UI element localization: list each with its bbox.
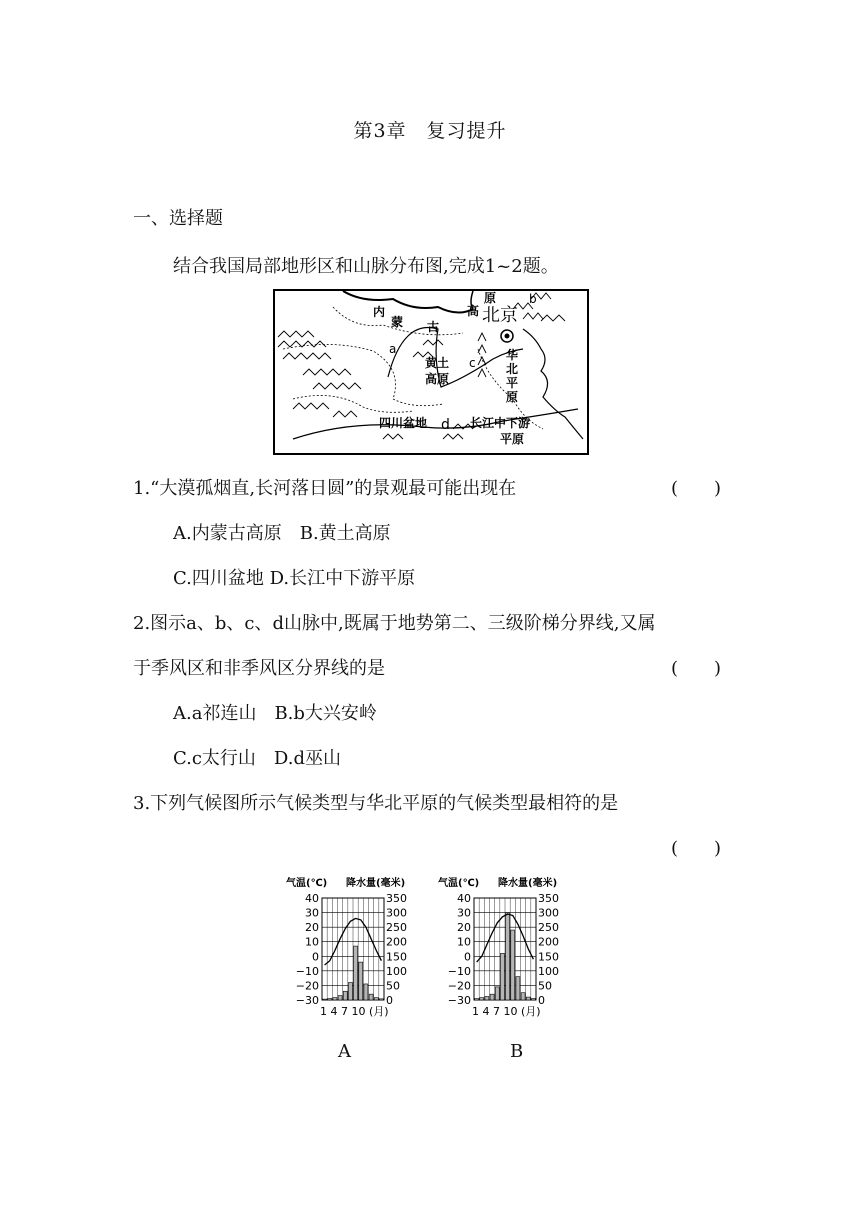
map-label-d: d: [441, 417, 450, 433]
map-label-a: a: [389, 342, 397, 356]
temp-tick-label: 30: [305, 906, 319, 920]
terrain-map: [273, 289, 589, 455]
temp-tick-label: −30: [447, 994, 471, 1007]
map-label-huangtu-2: 高原: [425, 372, 450, 386]
map-label-huabei-1: 华: [506, 348, 519, 362]
precip-tick-label: 300: [386, 906, 407, 920]
temp-tick-label: −20: [447, 979, 471, 993]
precip-bar: [333, 998, 337, 1000]
precip-tick-label: 250: [538, 921, 559, 935]
precip-bar: [490, 994, 494, 1000]
precip-bar: [364, 984, 368, 1000]
question-3-stem: 3.下列气候图所示气候类型与华北平原的气候类型最相符的是: [133, 793, 619, 814]
precip-bar: [495, 987, 499, 1000]
precip-bar: [516, 977, 520, 1000]
question-2-options-cd: C.c太行山 D.d巫山: [173, 748, 341, 769]
temp-tick-label: 30: [457, 906, 471, 920]
precip-bar: [379, 999, 383, 1000]
precip-bar: [521, 993, 525, 1000]
map-label-huabei-4: 原: [506, 390, 519, 404]
precip-bar: [369, 994, 373, 1000]
page-title: 第3章 复习提升: [353, 120, 507, 142]
temp-tick-label: 40: [457, 892, 471, 905]
precip-axis-label: 降水量(毫米): [498, 878, 558, 889]
precip-tick-label: 100: [538, 964, 559, 978]
precip-bar: [475, 999, 479, 1000]
temp-tick-label: 20: [457, 921, 471, 935]
climate-chart-b: [436, 872, 586, 1022]
temp-tick-label: −10: [295, 964, 319, 978]
precip-tick-label: 350: [386, 892, 407, 905]
precip-tick-label: 350: [538, 892, 559, 905]
temp-tick-label: −20: [295, 979, 319, 993]
question-1-options-ab: A.内蒙古高原 B.黄土高原: [173, 523, 391, 544]
temp-axis-label: 气温(℃): [438, 878, 480, 889]
precip-bar: [485, 997, 489, 1000]
map-label-huabei-2: 北: [506, 362, 519, 376]
chart-b-label: B: [510, 1041, 524, 1062]
question-2-answer-paren: ( ): [671, 658, 722, 679]
precip-bar: [323, 999, 327, 1000]
map-label-meng: 蒙: [391, 315, 404, 329]
precip-bar: [328, 999, 332, 1000]
map-label-gao: 高: [467, 304, 480, 318]
precip-axis-label: 降水量(毫米): [346, 878, 406, 889]
precip-tick-label: 0: [538, 994, 545, 1007]
temp-tick-label: 0: [312, 950, 319, 964]
precip-bar: [480, 998, 484, 1000]
intro-text: 结合我国局部地形区和山脉分布图,完成1~2题。: [173, 256, 559, 277]
precip-tick-label: 200: [538, 935, 559, 949]
section-heading: 一、选择题: [133, 208, 223, 229]
precip-tick-label: 150: [538, 950, 559, 964]
map-label-gu: 古: [427, 320, 440, 334]
precip-bar: [359, 962, 363, 1000]
temp-axis-label: 气温(℃): [286, 878, 328, 889]
precip-bar: [338, 996, 342, 1000]
precip-bar: [506, 913, 510, 1000]
question-1-options-cd: C.四川盆地 D.长江中下游平原: [173, 568, 416, 589]
map-label-pingyuan: 平原: [500, 432, 525, 446]
map-label-yuan: 原: [484, 291, 497, 305]
precip-bar: [343, 991, 347, 1000]
precip-tick-label: 50: [538, 979, 552, 993]
precip-bar: [531, 999, 535, 1000]
temp-tick-label: 40: [305, 892, 319, 905]
map-label-b: b: [529, 292, 537, 306]
map-label-huabei-3: 平: [506, 376, 519, 390]
temp-tick-label: 10: [305, 935, 319, 949]
precip-bar: [348, 983, 352, 1000]
question-1-stem: 1.“大漠孤烟直,长河落日圆”的景观最可能出现在: [133, 478, 517, 499]
temp-tick-label: 0: [464, 950, 471, 964]
temp-tick-label: 20: [305, 921, 319, 935]
map-label-huangtu-1: 黄土: [425, 356, 450, 370]
temp-tick-label: 10: [457, 935, 471, 949]
month-tick-labels: 1 4 7 10 (月): [320, 1005, 389, 1018]
map-label-beijing: 北京: [482, 305, 518, 326]
precip-tick-label: 300: [538, 906, 559, 920]
precip-bar: [500, 953, 504, 1000]
map-label-c: c: [469, 356, 476, 370]
map-label-changjiang: 长江中下游: [470, 416, 531, 430]
precip-tick-label: 250: [386, 921, 407, 935]
precip-bar: [526, 997, 530, 1000]
map-label-sichuan: 四川盆地: [379, 416, 428, 430]
precip-bar: [511, 930, 515, 1000]
precip-tick-label: 0: [386, 994, 393, 1007]
chart-a-label: A: [338, 1041, 351, 1062]
precip-bar: [354, 946, 358, 1000]
question-2-stem-line-2: 于季风区和非季风区分界线的是: [133, 658, 385, 679]
question-1-answer-paren: ( ): [671, 478, 722, 499]
precip-tick-label: 50: [386, 979, 400, 993]
precip-bar: [374, 998, 378, 1000]
question-2-options-ab: A.a祁连山 B.b大兴安岭: [173, 703, 377, 724]
month-tick-labels: 1 4 7 10 (月): [472, 1005, 541, 1018]
map-label-nei: 内: [373, 305, 386, 319]
question-3-answer-paren: ( ): [671, 838, 722, 859]
temp-tick-label: −30: [295, 994, 319, 1007]
question-2-stem-line-1: 2.图示a、b、c、d山脉中,既属于地势第二、三级阶梯分界线,又属: [133, 613, 656, 634]
precip-tick-label: 100: [386, 964, 407, 978]
climate-chart-a: [284, 872, 434, 1022]
precip-tick-label: 200: [386, 935, 407, 949]
temp-tick-label: −10: [447, 964, 471, 978]
precip-tick-label: 150: [386, 950, 407, 964]
